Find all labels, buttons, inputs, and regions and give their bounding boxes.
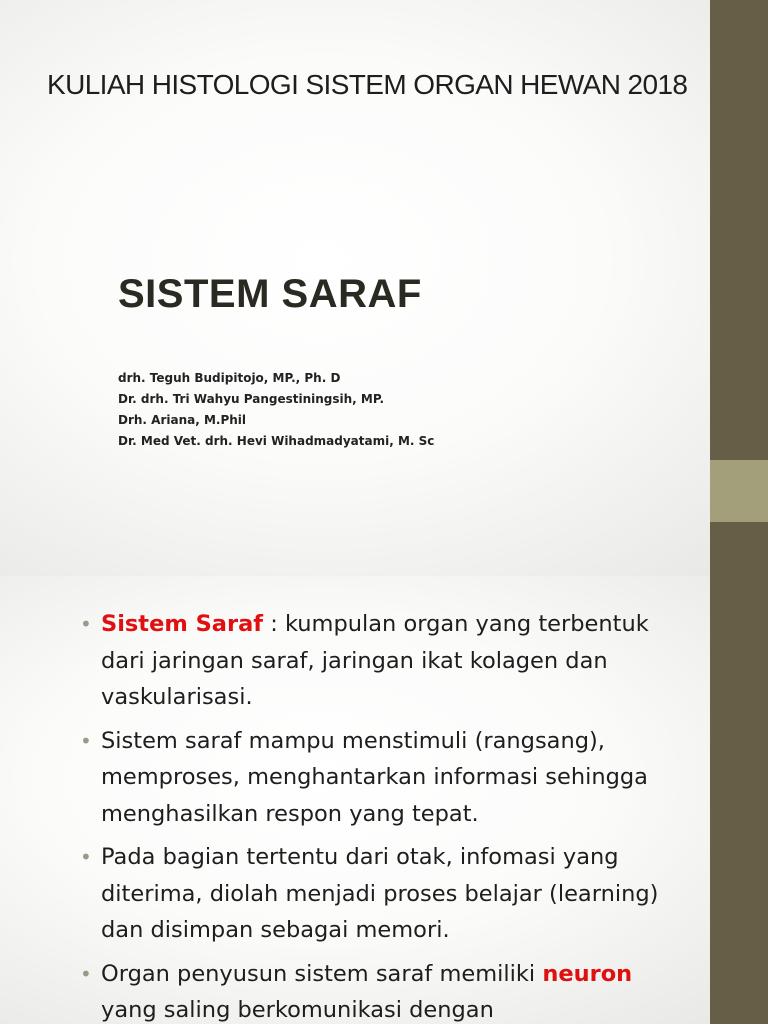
bullet-item (80, 956, 680, 1029)
bullet-text: Organ penyusun sistem saraf memiliki (101, 960, 543, 987)
bullet-item (80, 606, 680, 716)
bullet-text: Pada bagian tertentu dari otak, infomasi yang diterima, diolah menjadi proses belajar (learning) dan disimpan sebagai memori. (101, 844, 659, 943)
bullet-item (80, 839, 680, 949)
author-list (118, 368, 434, 452)
bullet-item (80, 723, 680, 833)
bullet-text: : kumpulan organ yang terbentuk dari jaringan saraf, jaringan ikat kolagen dan vaskularisasi. (101, 611, 649, 710)
author-line: Dr. drh. Tri Wahyu Pangestiningsih, MP. (118, 392, 385, 406)
bullet-text: Sistem saraf mampu menstimuli (rangsang), memproses, menghantarkan informasi sehingga menghasilkan respon yang tepat. (101, 727, 648, 827)
sidebar-accent (710, 460, 768, 522)
highlight-term: Sistem Saraf (101, 611, 264, 637)
author-line: Drh. Ariana, M.Phil (118, 413, 247, 427)
bullet-dot-icon: • (80, 845, 92, 869)
sidebar-bar (710, 576, 768, 1024)
author-line: drh. Teguh Budipitojo, MP., Ph. D (118, 371, 341, 385)
bullet-list (80, 606, 680, 1036)
bullet-text: yang saling berkomunikasi dengan (101, 997, 494, 1023)
topic-title: SISTEM SARAF (118, 272, 422, 316)
bullet-dot-icon: • (80, 728, 92, 753)
bullet-dot-icon: • (80, 961, 92, 986)
highlight-term: neuron (542, 960, 633, 987)
bullet-dot-icon: • (80, 612, 92, 636)
author-line: Dr. Med Vet. drh. Hevi Wihadmadyatami, M. Sc (118, 434, 435, 448)
course-title: KULIAH HISTOLOGI SISTEM ORGAN HEWAN 2018 (47, 69, 688, 100)
